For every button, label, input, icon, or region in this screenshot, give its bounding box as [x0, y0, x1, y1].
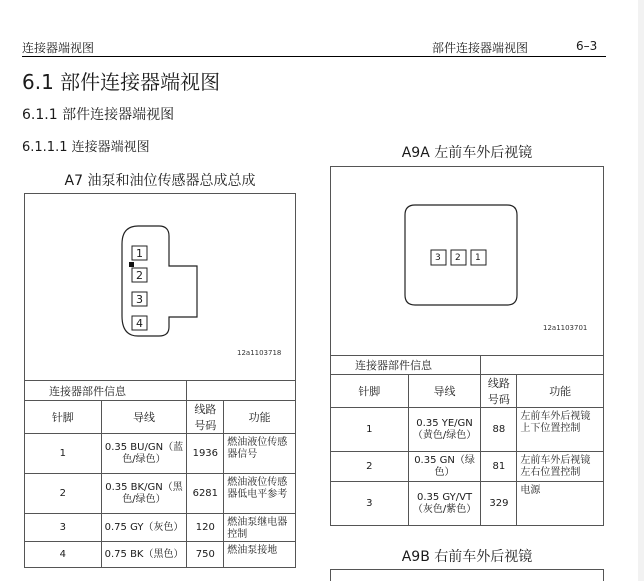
a9a-row-1-function: 左前车外后视镜上下位置控制 [517, 408, 604, 452]
a7-row-3-function: 燃油泵继电器控制 [224, 514, 296, 542]
a7-pin-4-label: 4 [136, 317, 143, 330]
a9a-header-circuit: 线路号码 [481, 375, 517, 408]
a7-pin-1-label: 1 [136, 247, 143, 260]
a9b-connector-title: A9B 右前车外后视镜 [401, 549, 533, 565]
a7-header-pin: 针脚 [25, 401, 102, 434]
running-header-left: 连接器端视图 [22, 41, 95, 55]
a7-row-2-pin: 2 [25, 474, 102, 514]
a7-row-1-circuit: 1936 [187, 434, 224, 474]
table-row [25, 514, 296, 542]
a7-pin-table [24, 380, 296, 568]
table-row [331, 408, 604, 452]
a7-row-2-wire: 0.35 BK/GN（黑色/绿色） [101, 474, 187, 514]
a7-row-2-circuit: 6281 [187, 474, 224, 514]
a9a-row-1-wire: 0.35 YE/GN（黄色/绿色） [408, 408, 481, 452]
a9a-header-pin: 针脚 [331, 375, 409, 408]
a7-row-1-function: 燃油液位传感器信号 [224, 434, 296, 474]
table-row [25, 542, 296, 568]
a9a-row-3-pin: 3 [331, 482, 409, 526]
a7-row-4-pin: 4 [25, 542, 102, 568]
page-number: 6–3 [576, 39, 598, 53]
a7-part-number: 12a1103718 [237, 349, 282, 357]
a7-connector-diagram [24, 193, 296, 380]
a7-row-4-circuit: 750 [187, 542, 224, 568]
a9a-row-2-circuit: 81 [481, 452, 517, 482]
a7-row-4-function: 燃油泵接地 [224, 542, 296, 568]
a7-header-circuit: 线路号码 [187, 401, 224, 434]
a7-row-3-wire: 0.75 GY（灰色） [101, 514, 187, 542]
table-row [331, 482, 604, 526]
a9a-header-function: 功能 [517, 375, 604, 408]
a9a-connector-title: A9A 左前车外后视镜 [401, 145, 533, 161]
a9a-header-wire: 导线 [408, 375, 481, 408]
a7-row-2-function: 燃油液位传感器低电平参考 [224, 474, 296, 514]
a9a-pin-table [330, 355, 604, 526]
a9a-row-2-function: 左前车外后视镜左右位置控制 [517, 452, 604, 482]
a9a-row-1-circuit: 88 [481, 408, 517, 452]
a7-connector-title: A7 油泵和油位传感器总成总成 [64, 173, 256, 189]
a7-header-wire: 导线 [101, 401, 187, 434]
a7-row-3-circuit: 120 [187, 514, 224, 542]
a7-table-info-label: 连接器部件信息 [25, 381, 187, 401]
section-heading-6-1-1: 6.1.1 部件连接器端视图 [22, 107, 175, 123]
table-row [25, 434, 296, 474]
a9a-row-2-wire: 0.35 GN（绿色） [408, 452, 481, 482]
a9a-connector-diagram [330, 166, 604, 355]
a9a-row-3-circuit: 329 [481, 482, 517, 526]
a7-pin-2-label: 2 [136, 269, 143, 282]
table-row [331, 452, 604, 482]
a9a-table-info-label: 连接器部件信息 [331, 356, 481, 375]
section-heading-6-1: 6.1 部件连接器端视图 [22, 70, 221, 94]
a9a-pin-2-label: 2 [455, 253, 461, 263]
a7-row-1-pin: 1 [25, 434, 102, 474]
running-header-title: 部件连接器端视图 [432, 41, 529, 55]
a7-row-4-wire: 0.75 BK（黑色） [101, 542, 187, 568]
a9a-part-number: 12a1103701 [543, 324, 588, 332]
a7-row-3-pin: 3 [25, 514, 102, 542]
a9b-connector-diagram [330, 569, 604, 581]
table-row [25, 474, 296, 514]
section-heading-6-1-1-1: 6.1.1.1 连接器端视图 [22, 140, 150, 155]
a9a-pin-1-label: 1 [475, 253, 481, 263]
a9a-pin-3-label: 3 [435, 253, 441, 263]
a7-header-function: 功能 [224, 401, 296, 434]
a9a-row-1-pin: 1 [331, 408, 409, 452]
header-rule [22, 56, 606, 57]
a9a-row-3-function: 电源 [517, 482, 604, 526]
page-scrollbar[interactable] [638, 0, 644, 581]
a9a-row-2-pin: 2 [331, 452, 409, 482]
a7-pin-3-label: 3 [136, 293, 143, 306]
a7-row-1-wire: 0.35 BU/GN（蓝色/绿色） [101, 434, 187, 474]
a9a-row-3-wire: 0.35 GY/VT（灰色/紫色） [408, 482, 481, 526]
